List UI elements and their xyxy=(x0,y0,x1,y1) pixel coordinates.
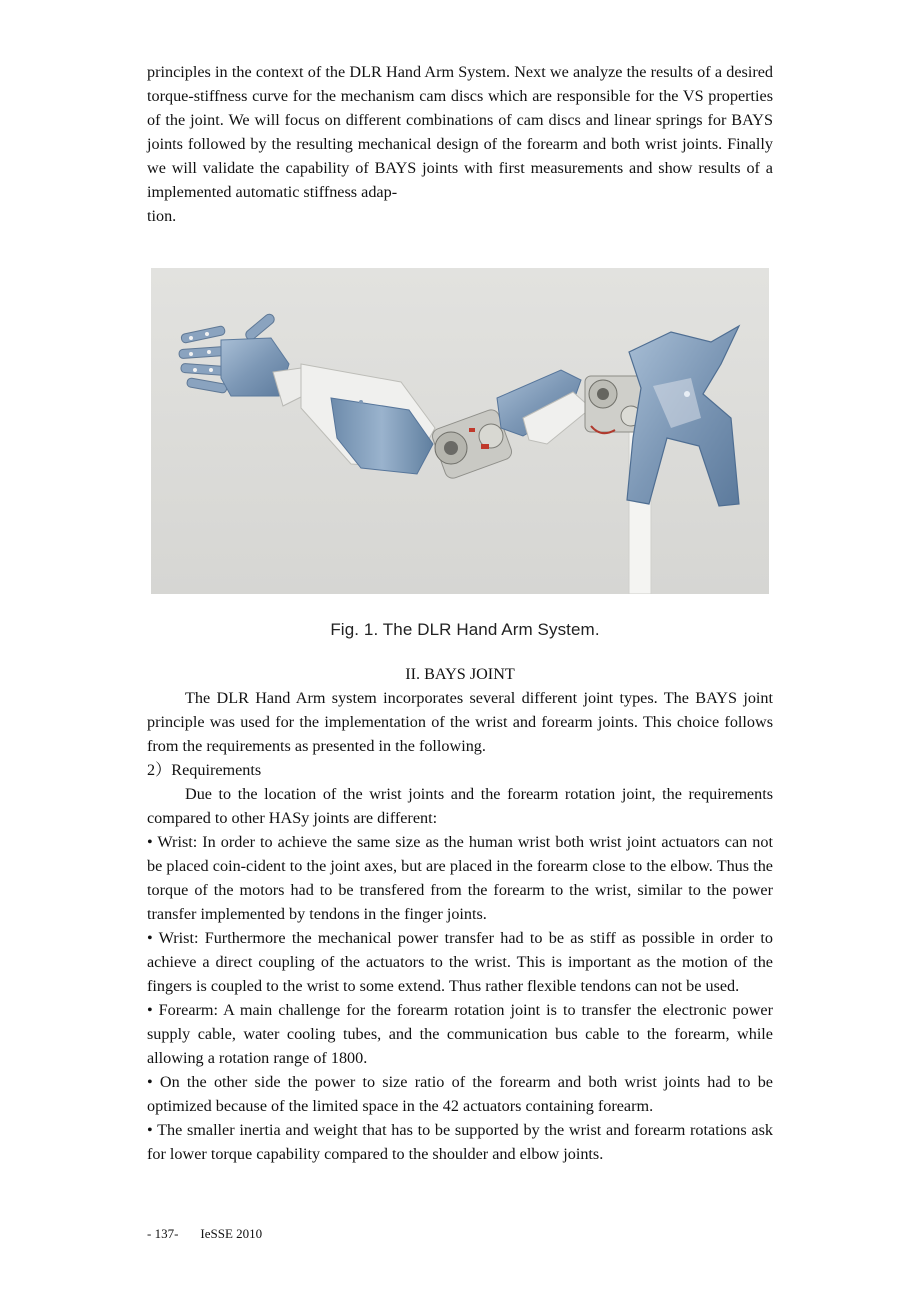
page-number: - 137- xyxy=(147,1226,179,1241)
section-intro-paragraph: The DLR Hand Arm system incorporates several different joint types. The BAYS joint principle was used for the implementation of the wrist and forearm joints. This choice follows from the requirements as presented in the following. xyxy=(147,689,773,755)
page-footer xyxy=(147,1226,262,1242)
intro-paragraph: principles in the context of the DLR Hand Arm System. Next we analyze the results of a desired torque-stiffness curve for the mechanism cam discs which are responsible for the VS properties of the joint. We will focus on different combinations of cam discs and linear springs for BAYS joints followed by the resulting mechanical design of the forearm and both wrist joints. Finally we will validate the capability of BAYS joints with first measurements and show results of a implemented automatic stiffness adap- xyxy=(147,63,773,201)
figure-caption: Fig. 1. The DLR Hand Arm System. xyxy=(330,620,600,639)
bullet-item: • On the other side the power to size ratio of the forearm and both wrist joints had to be optimized because of the limited space in the 42 actuators containing forearm. xyxy=(147,1073,773,1115)
section-body xyxy=(147,662,773,1166)
intro-text xyxy=(147,60,773,228)
requirements-intro: Due to the location of the wrist joints and the forearm rotation joint, the requirements compared to other HASy joints are different: xyxy=(147,785,773,827)
journal-name: IeSSE 2010 xyxy=(200,1226,263,1241)
bullet-item: • Forearm: A main challenge for the forearm rotation joint is to transfer the electronic power supply cable, water cooling tubes, and the communication bus cable to the forearm, while allowing a rotation range of 1800. xyxy=(147,1001,773,1067)
intro-continuation: tion. xyxy=(147,207,177,225)
bullet-item: • The smaller inertia and weight that has to be supported by the wrist and forearm rotations ask for lower torque capability compared to the shoulder and elbow joints. xyxy=(147,1121,773,1163)
bullet-item: • Wrist: In order to achieve the same size as the human wrist both wrist joint actuators can not be placed coin-cident to the joint axes, but are placed in the forearm close to the elbow. Thus the torque of the motors had to be transfered from the forearm to the wrist, similar to the power transfer implemented by tendons in the finger joints. xyxy=(147,833,773,923)
figure-1 xyxy=(147,254,783,658)
robot-arm-photo xyxy=(151,268,769,594)
subheading-requirements: 2）Requirements xyxy=(147,761,262,779)
bullet-item: • Wrist: Furthermore the mechanical power transfer had to be as stiff as possible in order to achieve a direct coupling of the actuators to the wrist. This is important as the motion of the fingers is coupled to the wrist to some extend. Thus rather flexible tendons can not be used. xyxy=(147,929,773,995)
section-heading: II. BAYS JOINT xyxy=(405,665,515,683)
